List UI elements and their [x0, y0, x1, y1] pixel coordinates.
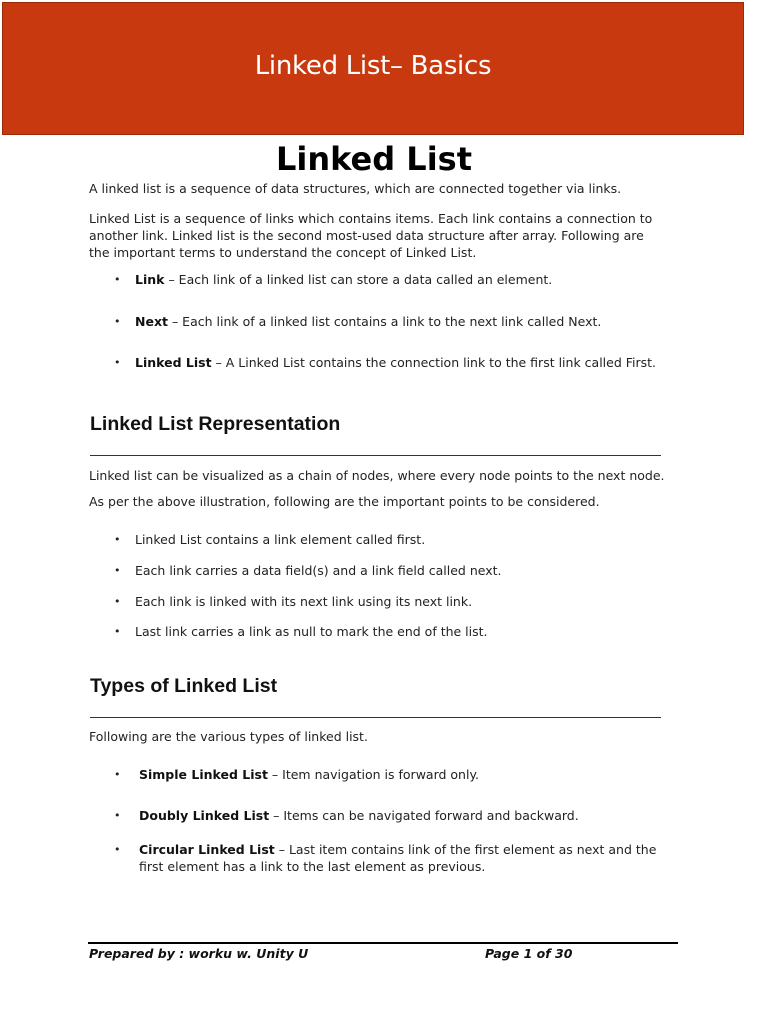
intro-paragraph-2-line-2: another link. Linked list is the second most-used data structure after array. Following are — [89, 228, 644, 243]
bullet-icon: • — [114, 768, 121, 781]
footer-divider — [88, 942, 678, 944]
term-description: – A Linked List contains the connection link to the first link called First. — [211, 355, 657, 370]
bullet-icon: • — [114, 625, 121, 638]
header-banner — [2, 2, 744, 135]
representation-paragraph-1: Linked list can be visualized as a chain of nodes, where every node points to the next node. — [89, 468, 665, 483]
term-description: – Each link of a linked list can store a data called an element. — [164, 272, 553, 287]
bullet-icon: • — [114, 564, 121, 577]
section-divider — [90, 717, 661, 718]
term-label: Next — [135, 314, 168, 329]
banner-title: Linked List– Basics — [254, 51, 492, 81]
term-label: Circular Linked List — [139, 842, 275, 857]
term-label: Doubly Linked List — [139, 808, 270, 823]
types-paragraph: Following are the various types of linked list. — [89, 729, 368, 744]
section-heading-representation: Linked List Representation — [90, 413, 341, 435]
bullet-icon: • — [114, 843, 121, 856]
bullet-icon: • — [114, 809, 121, 822]
bullet-icon: • — [114, 533, 121, 546]
list-item-text: Each link is linked with its next link using its next link. — [135, 594, 473, 609]
intro-paragraph-1: A linked list is a sequence of data structures, which are connected together via links. — [89, 181, 622, 196]
representation-paragraph-2: As per the above illustration, following are the important points to be considered. — [89, 494, 600, 509]
term-description: – Item navigation is forward only. — [267, 767, 480, 782]
bullet-icon: • — [114, 273, 121, 286]
list-item-text: Each link carries a data field(s) and a link field called next. — [135, 563, 502, 578]
term-label: Linked List — [135, 355, 212, 370]
page-title: Linked List — [275, 140, 472, 178]
term-description: – Each link of a linked list contains a link to the next link called Next. — [167, 314, 602, 329]
section-heading-types: Types of Linked List — [90, 675, 278, 697]
footer-page-number: Page 1 of 30 — [485, 946, 573, 961]
bullet-icon: • — [114, 315, 121, 328]
bullet-icon: • — [114, 356, 121, 369]
term-label: Simple Linked List — [139, 767, 268, 782]
list-item-text: Last link carries a link as null to mark the end of the list. — [135, 624, 488, 639]
term-description: – Last item contains link of the first element as next and the — [274, 842, 657, 857]
intro-paragraph-2-line-1: Linked List is a sequence of links which contains items. Each link contains a connection to — [89, 211, 653, 226]
term-description: – Items can be navigated forward and backward. — [269, 808, 579, 823]
footer-author: Prepared by : worku w. Unity U — [89, 946, 309, 961]
list-item-text: Linked List contains a link element called first. — [135, 532, 426, 547]
section-divider — [90, 455, 661, 456]
bullet-icon: • — [114, 595, 121, 608]
intro-paragraph-2-line-3: the important terms to understand the concept of Linked List. — [89, 245, 477, 260]
term-description-continued: first element has a link to the last element as previous. — [139, 859, 486, 874]
term-label: Link — [135, 272, 165, 287]
